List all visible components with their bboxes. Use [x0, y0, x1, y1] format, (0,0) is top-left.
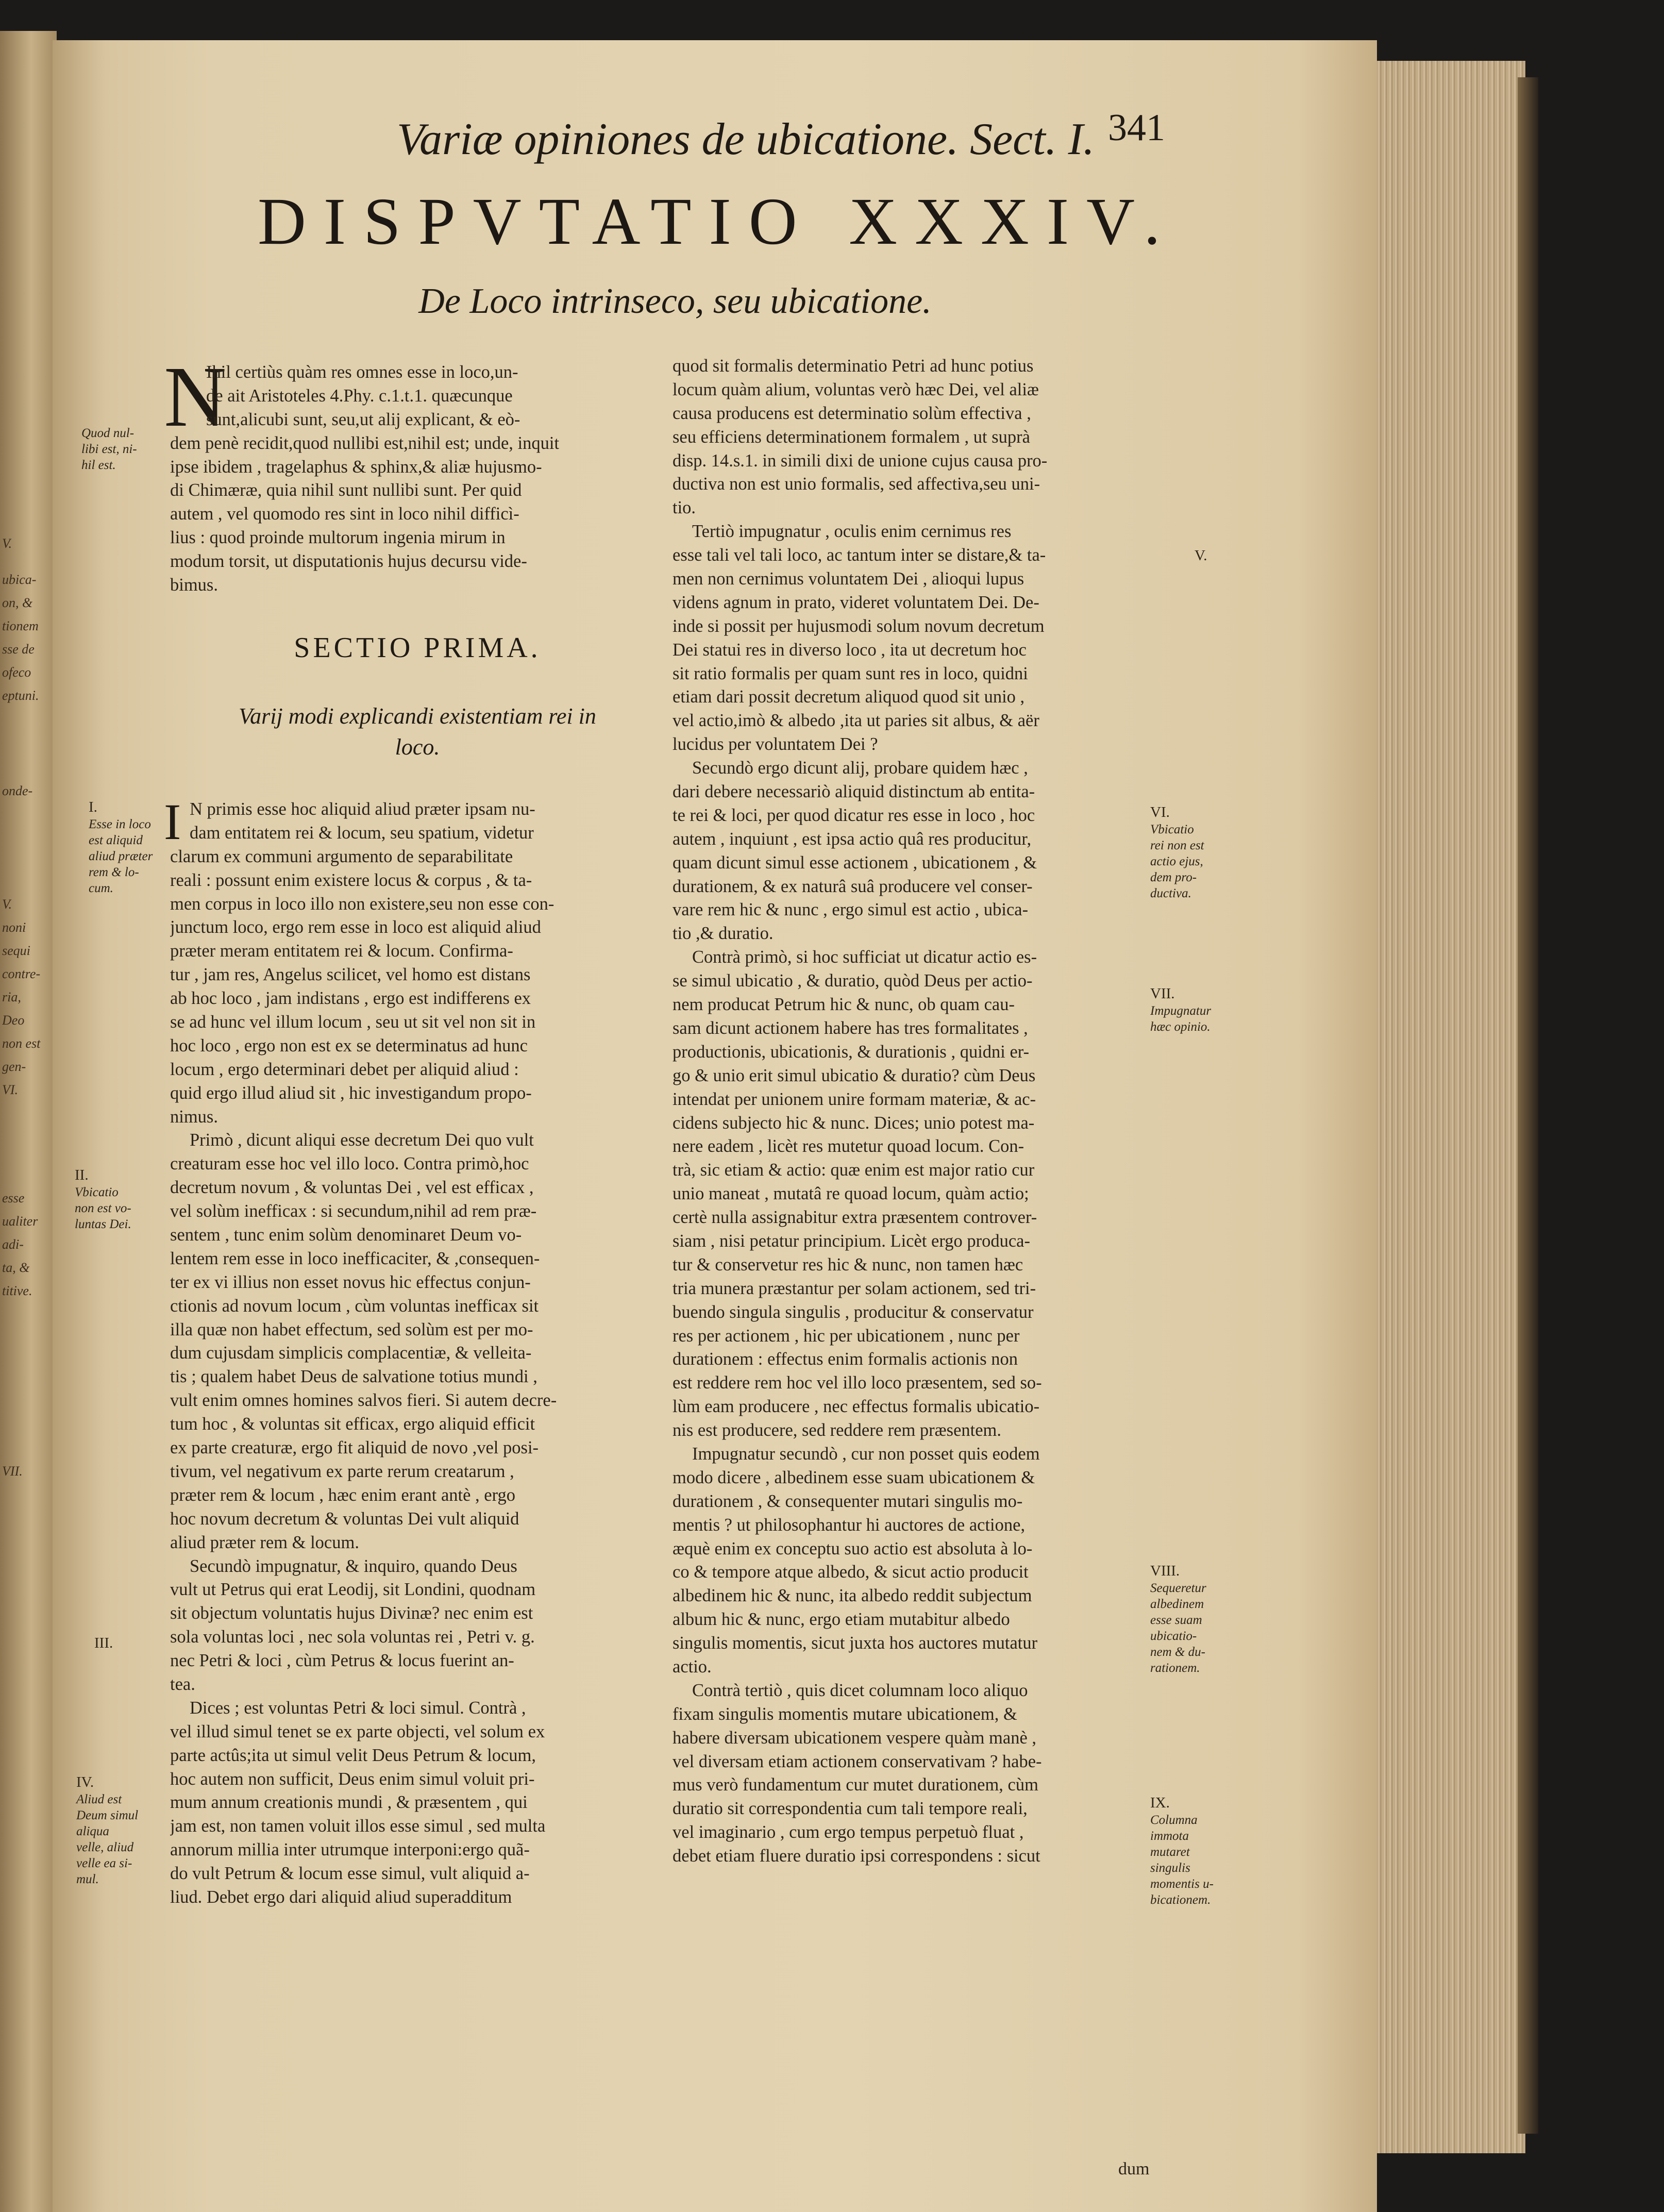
margin-note-number: I.: [89, 799, 97, 815]
margin-note: [1150, 803, 1204, 901]
text-line: tio.: [673, 498, 696, 518]
previous-page-fragment: VI.: [2, 1082, 19, 1097]
previous-page-fragment: sequi: [2, 943, 30, 958]
left-column-intro: [170, 361, 634, 597]
margin-note-line: velle, aliud: [76, 1840, 134, 1854]
text-line: junctum loco, ergo rem esse in loco est aliquid aliud: [170, 917, 541, 937]
margin-note: [81, 425, 137, 473]
text-line: causa producens est determinatio solùm effectiva ,: [673, 403, 1031, 423]
text-line: autem , vel quomodo res sint in loco nihil difficì-: [170, 504, 519, 524]
text-line: videns agnum in prato, videret voluntatem Dei. De-: [673, 592, 1039, 612]
margin-note-line: libi est, ni-: [81, 442, 137, 456]
margin-note-line: dem pro-: [1150, 870, 1197, 884]
margin-note-line: bicationem.: [1150, 1893, 1211, 1907]
margin-note-line: esse suam: [1150, 1613, 1202, 1627]
text-line: æquè enim ex conceptu suo actio est absoluta à lo-: [673, 1538, 1033, 1559]
margin-note-line: rationem.: [1150, 1661, 1200, 1675]
margin-note-line: Sequeretur: [1150, 1581, 1206, 1595]
text-line: annorum millia inter utrumque interponi:ergo quã-: [170, 1840, 530, 1860]
drop-cap-intro: N: [164, 349, 227, 445]
text-line: tio ,& duratio.: [673, 924, 774, 944]
text-line: modo dicere , albedinem esse suam ubicationem &: [673, 1467, 1035, 1487]
text-line: durationem : effectus enim formalis actionis non: [673, 1349, 1018, 1369]
text-line: debet etiam fluere duratio ipsi correspondens : sicut: [673, 1846, 1040, 1866]
previous-page-fragment: esse: [2, 1191, 25, 1205]
margin-note-line: Aliud est: [76, 1792, 122, 1806]
text-line: modum torsit, ut disputationis hujus decursu vide-: [170, 551, 527, 572]
margin-note-number: IV.: [76, 1774, 94, 1790]
text-line: lentem rem esse in loco inefficaciter, & ,consequen-: [170, 1248, 540, 1268]
previous-page-fragment: ofeco: [2, 665, 31, 680]
text-line: disp. 14.s.1. in simili dixi de unione cujus causa pro-: [673, 450, 1048, 471]
text-line: ipse ibidem , tragelaphus & sphinx,& aliæ hujusmo-: [170, 457, 542, 477]
drop-cap-main: I: [164, 793, 181, 850]
margin-note-line: ubicatio-: [1150, 1629, 1197, 1643]
text-line: durationem, & ex naturâ suâ producere vel conser-: [673, 876, 1033, 896]
text-line: clarum ex communi argumento de separabilitate: [170, 846, 513, 866]
margin-note: [1150, 1794, 1214, 1908]
margin-note-line: hil est.: [81, 458, 116, 472]
text-line: duratio sit correspondentia cum tali tempore reali,: [673, 1799, 1028, 1819]
text-line: lius : quod proinde multorum ingenia mirum in: [170, 528, 506, 548]
text-line: buendo singula singulis , producitur & conservatur: [673, 1302, 1034, 1322]
margin-note-line: Esse in loco: [89, 817, 151, 831]
text-line: mentis ? ut philosophantur hi auctores de actione,: [673, 1515, 1026, 1535]
text-line: præter meram entitatem rei & locum. Confirma-: [170, 941, 513, 961]
text-line: Secundò impugnatur, & inquiro, quando Deus: [190, 1556, 517, 1576]
text-line: ex parte creaturæ, ergo fit aliquid de novo ,vel posi-: [170, 1438, 539, 1458]
text-line: etiam dari possit decretum aliquod quod sit unio ,: [673, 687, 1025, 707]
text-line: vult enim omnes homines salvos fieri. Si autem decre-: [170, 1390, 557, 1411]
previous-page-fragment: V.: [2, 536, 12, 551]
binding-shadow: [1518, 77, 1538, 2134]
disputation-subtitle: De Loco intrinseco, seu ubicatione.: [418, 281, 932, 321]
text-line: di Chimæræ, quia nihil sunt nullibi sunt. Per quid: [170, 480, 522, 500]
text-line: parte actûs;ita ut simul velit Deus Petrum & locum,: [170, 1745, 536, 1765]
text-line: ter ex vi illius non esset novus hic effectus conjun-: [170, 1272, 531, 1292]
text-line: nis est producere, sed reddere rem præsentem.: [673, 1420, 1002, 1440]
text-line: sunt,alicubi sunt, seu,ut alij explicant, & eò-: [206, 409, 520, 429]
text-line: bimus.: [170, 575, 218, 595]
margin-note-line: ductiva.: [1150, 886, 1191, 900]
text-line: men corpus in loco illo non existere,seu non esse con-: [170, 894, 554, 914]
margin-note-line: rei non est: [1150, 839, 1204, 852]
margin-note-line: singulis: [1150, 1861, 1190, 1875]
text-line: se ad hunc vel illum locum , seu ut sit vel non sit in: [170, 1012, 536, 1032]
text-line: album hic & nunc, ergo etiam mutabitur albedo: [673, 1610, 1010, 1630]
text-line: est reddere rem hoc vel illo loco præsentem, sed so-: [673, 1373, 1042, 1393]
text-line: vel actio,imò & albedo ,ita ut paries sit albus, & aër: [673, 711, 1039, 731]
text-line: tur & conservetur res hic & nunc, non tamen hæc: [673, 1254, 1023, 1275]
text-line: vel diversam etiam actionem conservativam ? habe-: [673, 1751, 1042, 1771]
margin-note-line: aliqua: [76, 1824, 109, 1838]
previous-page-fragment: non est: [2, 1036, 41, 1051]
text-line: co & tempore atque albedo, & sicut actio producit: [673, 1562, 1029, 1582]
text-line: autem , inquiunt , est ipsa actio quâ res producitur,: [673, 829, 1032, 849]
margin-note-line: Vbicatio: [1150, 823, 1194, 836]
margin-note: [1195, 546, 1207, 565]
margin-note-line: mul.: [76, 1872, 99, 1886]
text-line: locum , ergo determinari debet per aliquid aliud :: [170, 1059, 519, 1079]
previous-page-fragment: on, &: [2, 595, 33, 610]
text-line: Tertiò impugnatur , oculis enim cernimus res: [692, 522, 1012, 542]
text-line: Contrà tertiò , quis dicet columnam loco aliquo: [692, 1680, 1028, 1700]
previous-page-fragment: gen-: [2, 1059, 26, 1074]
margin-note-number: VI.: [1150, 804, 1170, 820]
margin-note-number: IX.: [1150, 1795, 1170, 1811]
margin-note-line: hæc opinio.: [1150, 1020, 1211, 1034]
text-line: siam , nisi petatur principium. Licèt ergo produca-: [673, 1231, 1030, 1251]
text-line: sit ratio formalis per quam sunt res in loco, quidni: [673, 663, 1028, 683]
text-line: tria munera præstantur per solam actionem, sed tri-: [673, 1278, 1036, 1298]
text-line: albedinem hic & nunc, ita albedo reddit subjectum: [673, 1586, 1032, 1606]
text-line: tur , jam res, Angelus scilicet, vel homo est distans: [170, 965, 531, 985]
previous-page-fragment: adi-: [2, 1237, 24, 1252]
text-line: locum quàm alium, voluntas verò hæc Dei, vel aliæ: [673, 379, 1039, 399]
previous-page-fragment: contre-: [2, 966, 41, 981]
text-line: do vult Petrum & locum esse simul, vult aliquid a-: [170, 1864, 530, 1884]
text-line: vel imaginario , cum ergo tempus perpetuò fluat ,: [673, 1822, 1024, 1842]
text-line: hoc autem non sufficit, Deus enim simul voluit pri-: [170, 1769, 535, 1789]
margin-note: [94, 1634, 113, 1652]
previous-page-fragment: titive.: [2, 1283, 32, 1298]
text-line: habere diversam ubicationem vespere quàm manè ,: [673, 1728, 1037, 1748]
text-line: hoc novum decretum & voluntas Dei vult aliquid: [170, 1509, 519, 1529]
margin-note-line: actio ejus,: [1150, 854, 1203, 868]
previous-page-fragment: V.: [2, 897, 12, 912]
text-line: præter rem & locum , hæc enim erant antè , ergo: [170, 1485, 515, 1505]
text-line: Contrà primò, si hoc sufficiat ut dicatur actio es-: [692, 947, 1037, 967]
margin-note-line: mutaret: [1150, 1845, 1190, 1859]
margin-note-line: nem & du-: [1150, 1645, 1205, 1659]
section-subheading-line: loco.: [395, 734, 440, 760]
margin-note-number: III.: [94, 1635, 113, 1651]
previous-page-fragment: onde-: [2, 783, 33, 798]
previous-page-fragment: noni: [2, 920, 26, 935]
previous-page-fragment: VII.: [2, 1464, 23, 1479]
text-line: trà, sic etiam & actio: quæ enim est major ratio cur: [673, 1160, 1035, 1180]
text-line: dam entitatem rei & locum, seu spatium, videtur: [190, 823, 534, 843]
margin-note-line: Columna: [1150, 1813, 1198, 1827]
margin-note-line: non est vo-: [75, 1201, 131, 1215]
margin-note-number: V.: [1195, 547, 1207, 564]
text-line: vare rem hic & nunc , ergo simul est actio , ubica-: [673, 900, 1029, 920]
running-head: Variæ opiniones de ubicatione. Sect. I.: [397, 114, 1095, 164]
text-line: quam dicunt simul esse actionem , ubicationem , &: [673, 852, 1037, 873]
text-line: fixam singulis momentis mutare ubicationem, &: [673, 1704, 1017, 1724]
text-line: mum annum creationis mundi , & præsentem , qui: [170, 1792, 528, 1813]
margin-note-line: albedinem: [1150, 1597, 1204, 1611]
text-line: nem producat Petrum hic & nunc, ob quam cau-: [673, 995, 1015, 1015]
right-column: [673, 355, 1136, 1868]
text-line: jam est, non tamen voluit illos esse simul , sed multa: [170, 1816, 546, 1836]
text-line: sentem , tunc enim solùm denominaret Deum vo-: [170, 1225, 522, 1245]
text-line: liud. Debet ergo dari aliquid aliud superadditum: [170, 1887, 512, 1907]
text-line: men non cernimus voluntatem Dei , alioqui lupus: [673, 569, 1024, 589]
previous-page-fragment: ria,: [2, 990, 21, 1004]
text-line: illa quæ non habet effectum, sed solùm est per mo-: [170, 1319, 533, 1339]
text-line: dari debere necessariò aliquid distinctum ab entita-: [673, 782, 1035, 802]
text-line: ductiva non est unio formalis, sed affectiva,seu uni-: [673, 474, 1040, 494]
section-subheading-line: Varij modi explicandi existentiam rei in: [239, 703, 596, 729]
text-line: singulis momentis, sicut juxta hos auctores mutatur: [673, 1633, 1038, 1653]
previous-page-fragment: ubica-: [2, 572, 37, 587]
previous-page-fragment: tionem: [2, 618, 39, 633]
text-line: creaturam esse hoc vel illo loco. Contra primò,hoc: [170, 1154, 529, 1174]
text-line: quid ergo illud aliud sit , hic investigandum propo-: [170, 1083, 532, 1103]
text-line: productionis, ubicationis, & durationis , quidni er-: [673, 1042, 1030, 1062]
margin-note-line: Quod nul-: [81, 426, 135, 440]
page-block-edge: [1366, 61, 1525, 2153]
previous-page-edge: [0, 31, 57, 2212]
previous-page-fragment: eptuni.: [2, 688, 39, 703]
text-line: go & unio erit simul ubicatio & duratio? cùm Deus: [673, 1065, 1036, 1085]
margin-note-line: rem & lo-: [89, 865, 139, 879]
text-line: decretum novum , & voluntas Dei , vel est efficax ,: [170, 1178, 534, 1198]
text-line: aliud præter rem & locum.: [170, 1532, 359, 1552]
text-line: vult ut Petrus qui erat Leodij, sit Londini, quodnam: [170, 1580, 536, 1600]
left-column-main: [170, 798, 634, 1909]
margin-note-number: II.: [75, 1167, 89, 1183]
margin-note-line: immota: [1150, 1829, 1189, 1843]
margin-note-line: est aliquid: [89, 833, 143, 847]
margin-note-line: Impugnatur: [1150, 1004, 1212, 1018]
margin-note-line: velle ea si-: [76, 1856, 132, 1870]
text-line: certè nulla assignabitur extra præsentem controver-: [673, 1208, 1037, 1228]
text-line: mus verò fundamentum cur mutet durationem, cùm: [673, 1775, 1038, 1795]
text-line: te rei & loci, per quod dicatur res esse in loco , hoc: [673, 805, 1035, 825]
catchword: dum: [1118, 2159, 1150, 2179]
text-line: unio maneat , mutatâ re quoad locum, quàm actio;: [673, 1184, 1029, 1204]
margin-note-line: cum.: [89, 881, 113, 895]
text-line: nimus.: [170, 1107, 218, 1127]
text-line: Primò , dicunt aliqui esse decretum Dei quo vult: [190, 1130, 534, 1150]
margin-note: [1150, 984, 1211, 1035]
previous-page-fragment: sse de: [2, 642, 35, 657]
text-line: hoc loco , ergo non est ex se determinatus ad hunc: [170, 1035, 528, 1055]
text-line: Dei statui res in diverso loco , ita ut decretum hoc: [673, 640, 1027, 660]
text-line: dum cujusdam simplicis complacentiæ, & velleita-: [170, 1343, 532, 1363]
section-subheading: [180, 701, 654, 763]
text-line: seu efficiens determinationem formalem , ut suprà: [673, 427, 1030, 447]
text-line: de ait Aristoteles 4.Phy. c.1.t.1. quæcunque: [206, 386, 513, 406]
text-line: esse tali vel tali loco, ac tantum inter se distare,& ta-: [673, 545, 1046, 565]
text-line: nere eadem , licèt res mutetur quoad locum. Con-: [673, 1136, 1024, 1157]
text-line: cidens subjecto hic & nunc. Dices; unio potest ma-: [673, 1113, 1035, 1133]
text-line: sola voluntas loci , nec sola voluntas rei , Petri v. g.: [170, 1627, 535, 1647]
text-line: vel solùm inefficax : si secundum,nihil ad rem præ-: [170, 1201, 537, 1221]
margin-note: [1150, 1562, 1206, 1676]
margin-note-number: VII.: [1150, 985, 1175, 1002]
previous-page-fragment: ta, &: [2, 1260, 30, 1275]
text-line: sam dicunt actionem habere has tres formalitates ,: [673, 1018, 1028, 1038]
text-line: tum hoc , & voluntas sit efficax, ergo aliquid efficit: [170, 1414, 535, 1434]
margin-note-line: momentis u-: [1150, 1877, 1214, 1891]
text-line: ctionis ad novum locum , cùm voluntas inefficax sit: [170, 1296, 539, 1316]
text-line: lucidus per voluntatem Dei ?: [673, 734, 878, 755]
text-line: intendat per unionem unire formam materiæ, & ac-: [673, 1089, 1036, 1109]
text-line: quod sit formalis determinatio Petri ad hunc potius: [673, 356, 1034, 376]
text-line: Secundò ergo dicunt alij, probare quidem hæc ,: [692, 758, 1028, 778]
margin-note-line: Deum simul: [76, 1808, 139, 1822]
text-line: inde si possit per hujusmodi solum novum decretum: [673, 616, 1045, 636]
text-line: actio.: [673, 1656, 712, 1677]
text-line: Impugnatur secundò , cur non posset quis eodem: [692, 1444, 1040, 1464]
section-heading: SECTIO PRIMA.: [294, 632, 541, 664]
margin-note-line: aliud præter: [89, 849, 153, 863]
text-line: Dices ; est voluntas Petri & loci simul. Contrà ,: [190, 1698, 526, 1718]
margin-note-number: VIII.: [1150, 1563, 1180, 1579]
text-line: tea.: [170, 1674, 195, 1694]
disputation-title: DISPVTATIO XXXIV.: [258, 185, 1178, 259]
previous-page-fragment: Deo: [2, 1013, 25, 1028]
text-line: dem penè recidit,quod nullibi est,nihil est; unde, inquit: [170, 433, 560, 453]
margin-note: [76, 1773, 138, 1887]
text-line: sit objectum voluntatis hujus Divinæ? nec enim est: [170, 1603, 533, 1623]
text-line: res per actionem , hic per ubicationem , nunc per: [673, 1326, 1020, 1346]
text-line: tivum, vel negativum ex parte rerum creatarum ,: [170, 1461, 514, 1481]
text-line: nec Petri & loci , cùm Petrus & locus fuerint an-: [170, 1651, 514, 1671]
text-line: se simul ubicatio , & duratio, quòd Deus per actio-: [673, 971, 1033, 991]
margin-note: [75, 1166, 131, 1232]
previous-page-fragment: ualiter: [2, 1214, 38, 1229]
margin-note-line: luntas Dei.: [75, 1217, 131, 1231]
text-line: Ihil certiùs quàm res omnes esse in loco,un-: [206, 362, 518, 382]
text-line: durationem , & consequenter mutari singulis mo-: [673, 1491, 1023, 1511]
text-line: lùm eam producere , nec effectus formalis ubicatio-: [673, 1397, 1040, 1417]
text-line: tis ; qualem habet Deus de salvatione totius mundi ,: [170, 1367, 537, 1387]
page-number: 341: [1108, 107, 1165, 149]
text-line: vel illud simul tenet se ex parte objecti, vel solum ex: [170, 1721, 545, 1741]
text-line: N primis esse hoc aliquid aliud præter ipsam nu-: [190, 799, 535, 819]
text-line: reali : possunt enim existere locus & corpus , & ta-: [170, 870, 532, 890]
margin-note: [89, 798, 153, 896]
text-line: ab hoc loco , jam indistans , ergo est indifferens ex: [170, 988, 531, 1009]
margin-note-line: Vbicatio: [75, 1185, 119, 1199]
